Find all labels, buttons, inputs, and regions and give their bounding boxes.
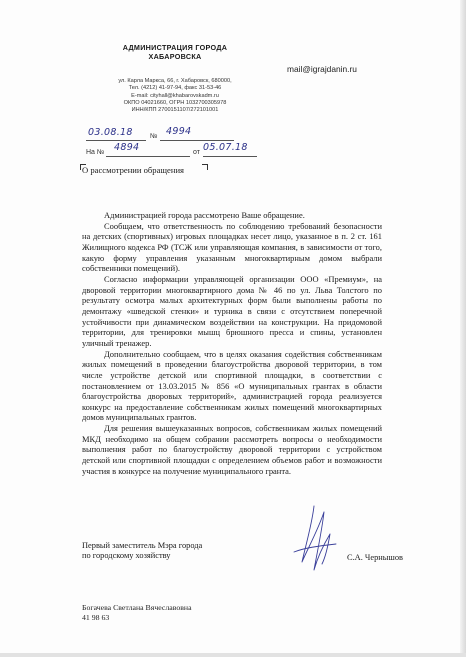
handwritten-ref-date: 05.07.18 bbox=[203, 142, 248, 153]
signatory-name: С.А. Чернышов bbox=[347, 553, 403, 562]
recipient-email: mail@igrajdanin.ru bbox=[287, 64, 357, 74]
handwritten-ref-number: 4894 bbox=[114, 142, 140, 153]
ref-label: На № bbox=[86, 149, 105, 156]
executor-block bbox=[82, 603, 192, 622]
org-name-line2: ХАБАРОВСКА bbox=[148, 52, 202, 61]
inn-line: ИНН/КПП 2700151107/272101001 bbox=[131, 107, 219, 114]
letterhead bbox=[80, 43, 270, 61]
executor-phone: 41 98 63 bbox=[82, 612, 110, 622]
handwritten-number: 4994 bbox=[166, 126, 192, 137]
body-paragraph-4: Дополнительно сообщаем, что в целях оказания содействия собственникам жилых помещений в проведении благоустройства дворовой территории, в том числе устройстве детской или спортивной площадки, в соответствии с постановлением от 13.03.2015 № 856 «О муниципальных грантах в области благоустройства дворовых территорий», администрацией города реализуется конкурс на предоставление собственникам жилых помещений многоквартирных домов муниципальных грантов. bbox=[82, 348, 382, 423]
body-paragraph-3: Согласно информации управляющей организации ООО «Премиум», на дворовой территории многоквартирного дома № 46 по ул. Льва Толстого по результату осмотра малых архитектурных форм были выполнены работы по демонтажу «шведской стенки» и турника в связи с отсутствием поперечной устойчивости при динамическом воздействии на конструкции. На придомовой территории, для тренировки мышц брюшного пресса и спины, установлен уличный тренажер. bbox=[82, 273, 382, 348]
okpo-line: ОКПО 04021660, ОГРН 1032700305978 bbox=[123, 99, 227, 106]
phone-line: Тел. (4212) 41-97-94, факс 31-53-46 bbox=[128, 85, 222, 92]
signatory-title-line1: Первый заместитель Мэра города bbox=[82, 541, 203, 550]
body-paragraph-2: Сообщаем, что ответственность по соблюдению требований безопасности на детских (спортивных) игровых площадках несет лицо, указанное в п. 2 ст. 161 Жилищного кодекса РФ (ТСЖ или управляющая компания, в зависимости от того, какую форму управления указанным многоквартирным домом выбрали собственники помещений). bbox=[82, 220, 382, 274]
handwritten-signature bbox=[284, 504, 344, 576]
body-paragraph-5: Для решения вышеуказанных вопросов, собственникам жилых помещений МКД необходимо на общем собрании рассмотреть вопросы о необходимости выполнения работ по благоустройству дворовой территории с устройством детской или спортивной площадки с определением объемов работ и возможности участия в конкурсе на получение муниципального гранта. bbox=[82, 423, 382, 476]
ref-from-label: от bbox=[193, 149, 200, 156]
subject-corner-mark-right bbox=[202, 164, 208, 170]
ref-number-underline bbox=[106, 156, 190, 157]
page-bottom-shadow bbox=[0, 653, 466, 657]
number-underline bbox=[160, 140, 234, 141]
number-label: № bbox=[150, 133, 158, 140]
page-edge-shadow bbox=[460, 0, 466, 657]
handwritten-date: 03.08.18 bbox=[88, 127, 133, 138]
date-underline bbox=[86, 140, 146, 141]
subject-line: О рассмотрении обращения bbox=[82, 165, 184, 175]
executor-name: Богачева Светлана Вячеславовна bbox=[82, 603, 192, 612]
signatory-title bbox=[82, 541, 202, 562]
signatory-title-line2: по городскому хозяйству bbox=[82, 551, 171, 561]
org-name-line1: АДМИНИСТРАЦИЯ ГОРОДА bbox=[122, 43, 228, 52]
letterhead-address bbox=[70, 78, 280, 114]
ref-date-underline bbox=[203, 156, 257, 157]
address-line: ул. Карла Маркса, 66, г. Хабаровск, 680000, bbox=[118, 78, 232, 84]
email-line: E-mail: cityhall@khabarovskadm.ru bbox=[131, 92, 219, 99]
letter-body bbox=[82, 210, 382, 476]
body-paragraph-1: Администрацией города рассмотрено Ваше обращение. bbox=[104, 210, 305, 220]
